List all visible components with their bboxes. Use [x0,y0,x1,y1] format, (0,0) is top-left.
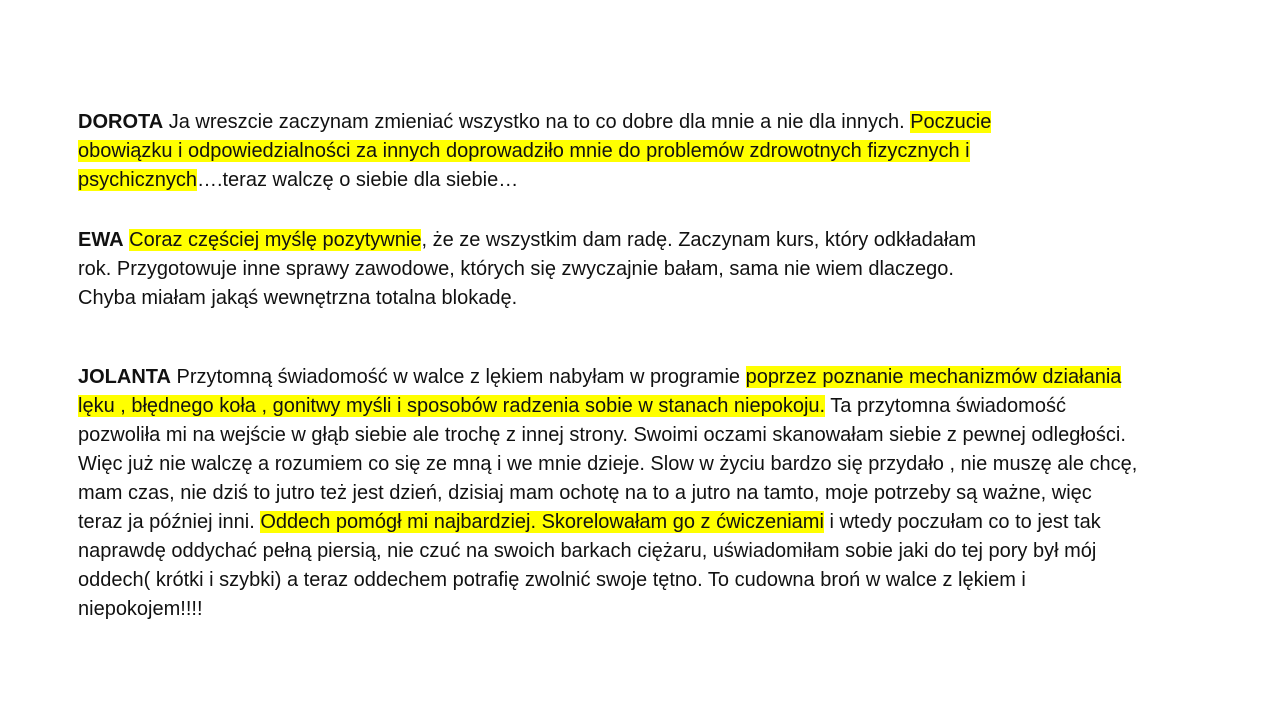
testimonial-dorota [78,108,1028,195]
testimonial-text: i wtedy poczułam co to jest tak naprawdę oddychać pełną piersią, nie czuć na swoich barkach ciężaru, uświadomiłam sobie jaki do tej pory był mój oddech( krótki i szybki) a teraz oddechem potrafię zwolnić swoje tętno. To cudowna broń w walce z lękiem i niepokojem!!!! [78,511,1101,620]
author-name: EWA [78,229,124,251]
highlighted-text: Oddech pomógł mi najbardziej. Skorelowałam go z ćwiczeniami [260,511,824,533]
highlighted-text: Poczucie obowiązku i odpowiedzialności za innych doprowadziło mnie do problemów zdrowotnych fizycznych i psychicznych [78,111,992,191]
testimonial-jolanta [78,363,1138,624]
testimonial-text: Ta przytomna świadomość pozwoliła mi na wejście w głąb siebie ale trochę z innej strony. Swoimi oczami skanowałam siebie z pewnej odległości. Więc już nie walczę a rozumiem co się ze mną i we mnie dzieje. Slow w życiu bardzo się przydało , nie muszę ale chcę, mam czas, nie dziś to jutro też jest dzień, dzisiaj mam ochotę na to a jutro na tamto, moje potrzeby są ważne, więc teraz ja później inni. [78,395,1138,533]
testimonial-text: Przytomną świadomość w walce z lękiem nabyłam w programie [170,366,746,388]
testimonial-text: , że ze wszystkim dam radę. Zaczynam kurs, który odkładałam rok. Przygotowuje inne sprawy zawodowe, których się zwyczajnie bałam, sama nie wiem dlaczego. Chyba miałam jakąś wewnętrzna totalna blokadę. [78,229,977,309]
testimonial-ewa [78,226,998,313]
highlighted-text: Coraz częściej myślę pozytywnie [129,229,422,251]
testimonial-text: ….teraz walczę o siebie dla siebie… [196,169,519,191]
author-name: DOROTA [78,111,164,133]
highlighted-text: poprzez poznanie mechanizmów działania lęku , błędnego koła , gonitwy myśli i sposobów radzenia sobie w stanach niepokoju. [78,366,1122,417]
author-name: JOLANTA [78,366,171,388]
testimonial-text: Ja wreszcie zaczynam zmieniać wszystko na to co dobre dla mnie a nie dla innych. [163,111,911,133]
